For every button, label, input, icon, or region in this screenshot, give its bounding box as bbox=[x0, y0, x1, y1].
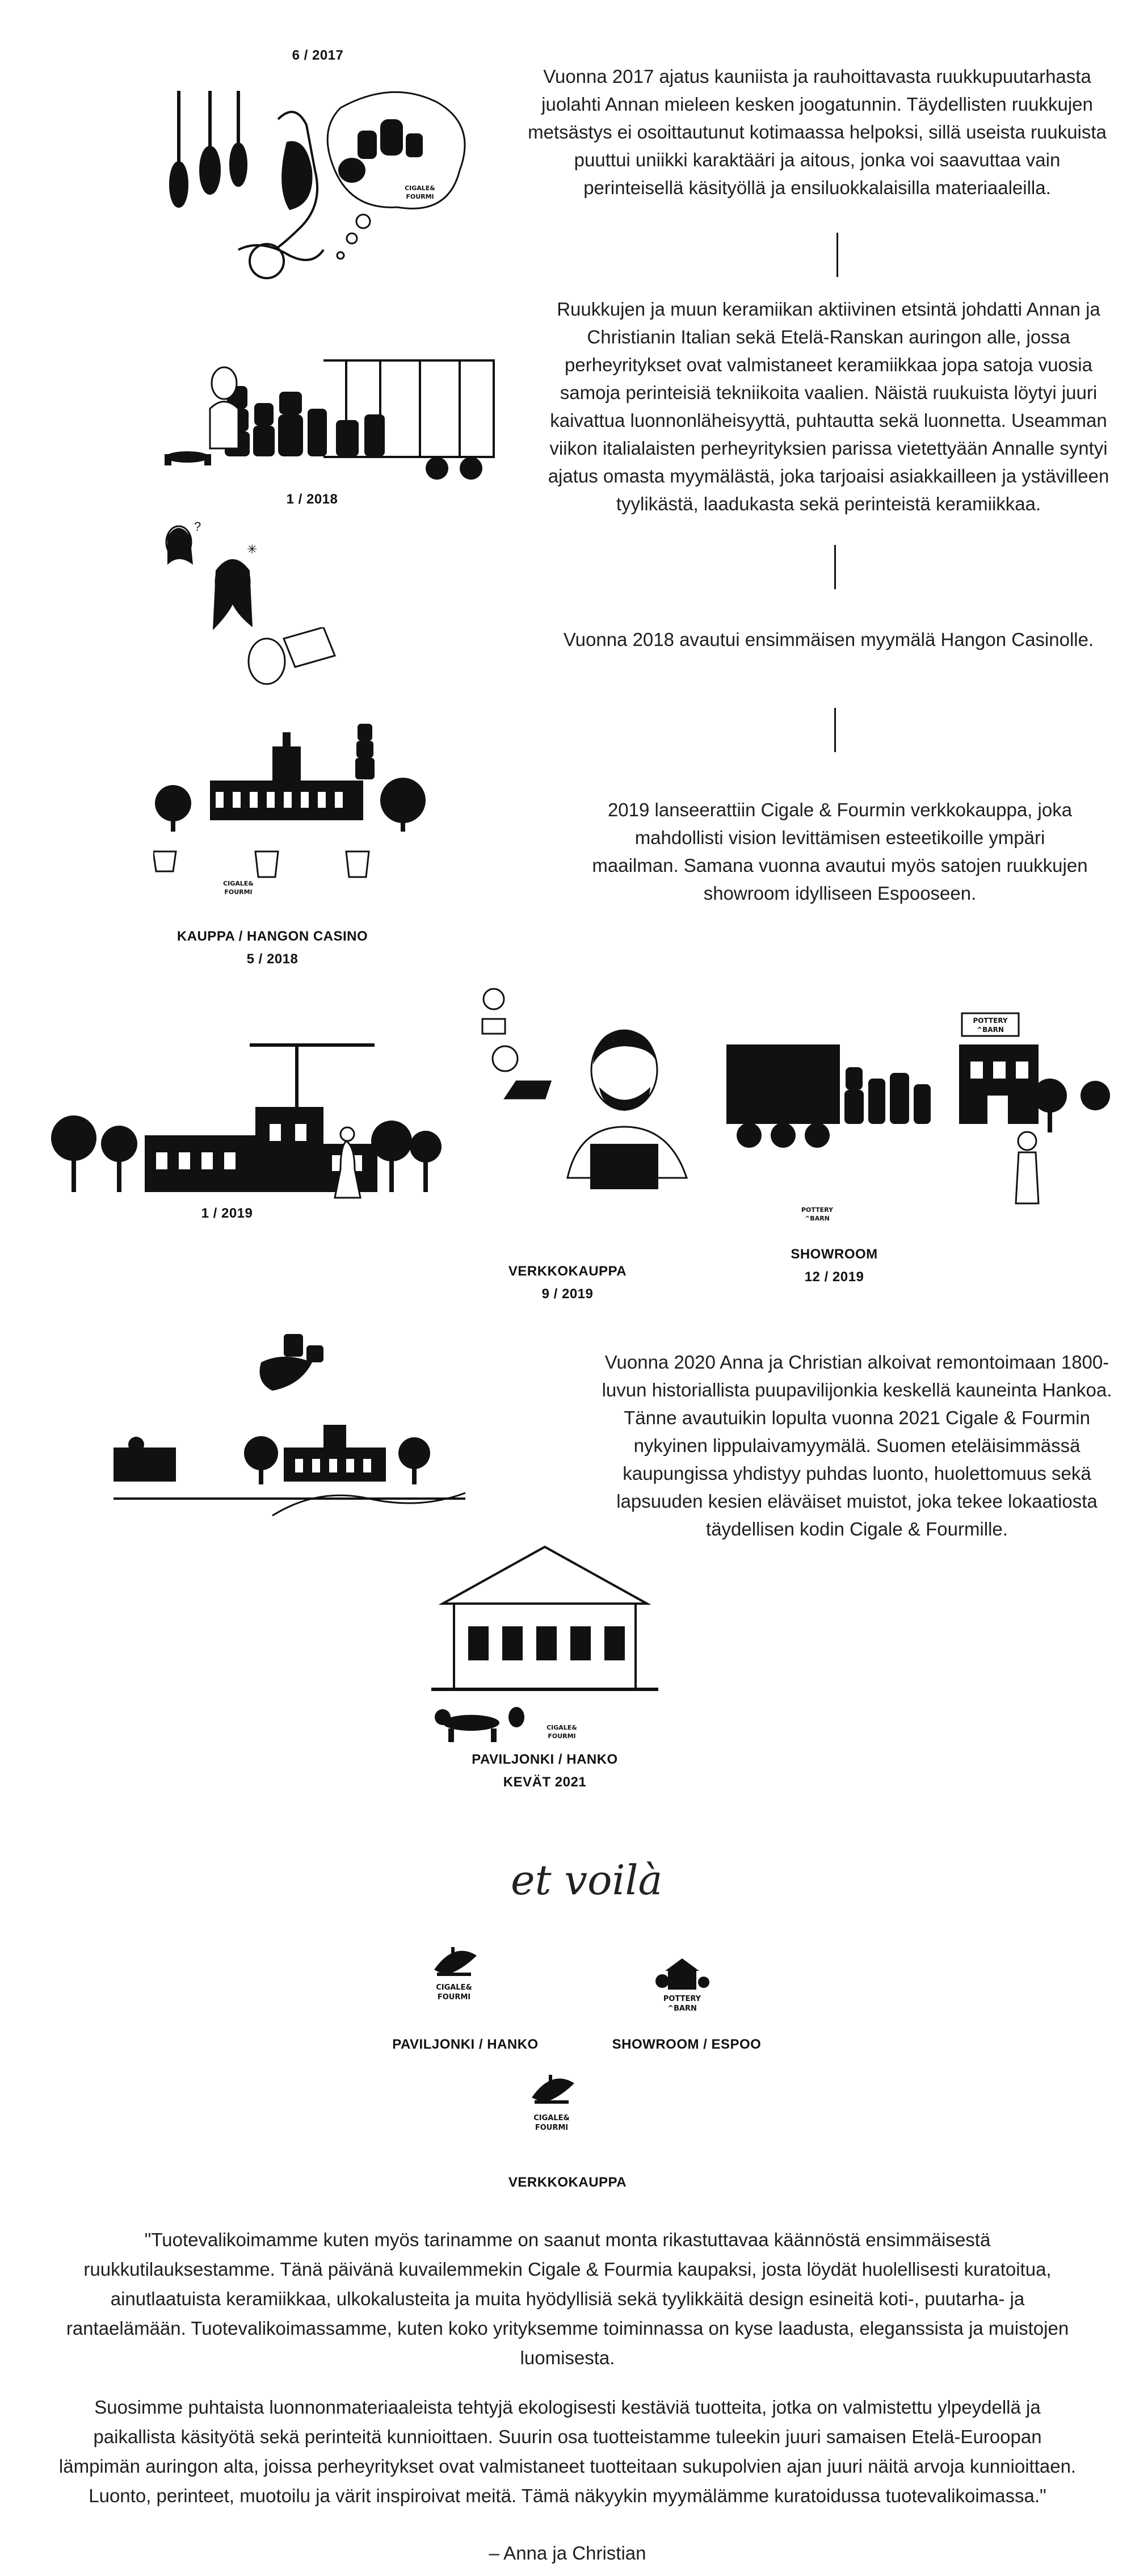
caption-casino-date: 5 / 2018 bbox=[246, 951, 299, 967]
svg-text:CIGALE&: CIGALE& bbox=[223, 880, 254, 887]
cigale-logo-icon bbox=[520, 2063, 583, 2137]
story-2018-text: Ruukkujen ja muun keramiikan aktiivinen etsintä johdatti Annan ja Christianin Italian sekä Etelä-Ranskan auringon alle, jossa perheyritykset ovat valmistaneet keramiikkaa jopa satoja vuosia samoja perinteisiä tekniikoita vaalien. Näistä ruukuista löytyi juuri kaivattua luonnonläheisyyttä, puhtautta sekä luonnetta. Useamman viikon italialaisten perheyrityksien parissa vietettyään Annalle syntyi ajatus omasta myymälästä, joka tarjoaisi asiakkailleen ja ystävilleen tyylikästä, laadukasta sekä perinteistä keramiikkaa. bbox=[548, 299, 1109, 514]
caption-hanko-date: KEVÄT 2021 bbox=[503, 1774, 587, 1790]
svg-text:POTTERY: POTTERY bbox=[801, 1206, 834, 1214]
story-2020-text: Vuonna 2020 Anna ja Christian alkoivat remontoimaan 1800-luvun historiallista puupavilijonkia keskellä kauneinta Hankoa. Tänne avautuikin lopulta vuonna 2021 Cigale & Fourmin nykyinen lippulaivamyymälä. Suomen eteläisimmässä kaupungissa yhdistyy puhdas luonto, huolettomuus sekä lapsuuden kesien eläväiset muistot, joka tekee lokaatiosta täydellisen kodin Cigale & Fourmille. bbox=[602, 1352, 1112, 1539]
location-showroom: SHOWROOM / ESPOO bbox=[612, 2037, 762, 2052]
caption-2018-jan: 1 / 2018 bbox=[286, 492, 338, 507]
laptop-illustration bbox=[465, 985, 704, 1212]
svg-text:POTTERY: POTTERY bbox=[973, 1017, 1008, 1025]
caption-hanko: PAVILJONKI / HANKO bbox=[472, 1752, 618, 1767]
svg-text:^BARN: ^BARN bbox=[805, 1215, 830, 1222]
svg-text:FOURMI: FOURMI bbox=[224, 888, 253, 896]
showroom-illustration bbox=[709, 1010, 1118, 1249]
caption-2019-jan: 1 / 2019 bbox=[201, 1206, 253, 1221]
caption-showroom-date: 12 / 2019 bbox=[804, 1269, 864, 1285]
timeline-divider bbox=[836, 233, 838, 277]
svg-text:^BARN: ^BARN bbox=[977, 1026, 1004, 1034]
quote-signature: – Anna ja Christian bbox=[489, 2543, 646, 2564]
svg-text:FOURMI: FOURMI bbox=[548, 1732, 576, 1740]
cigale-logo-icon bbox=[223, 880, 254, 896]
quote-paragraph-2: Suosimme puhtaista luonnonmateriaaleista tehtyjä ekologisesti kestäviä tuotteita, jotka on valmistettu ylpeydellä ja paikallista käsityötä sekä perinteitä kunnioittaen. Suurin osa tuotteistamme tuleekin juuri samaisen Etelä-Euroopan lämpimän auringon alta, joissa perheyritykset ovat valmistaneet tuotteitaan sukupolvien ajan juuri näitä arvoja kunnioittaen. Luonto, perinteet, muotoilu ja värit inspiroivat meitä. Tämä näkyykin myymälämme kuratoidussa tuotevalikoimassa." bbox=[58, 2397, 1077, 2506]
timeline-divider bbox=[834, 708, 836, 752]
caption-2017: 6 / 2017 bbox=[292, 48, 344, 63]
svg-text:✳: ✳ bbox=[247, 542, 258, 556]
pavilion-history-illustration bbox=[102, 1328, 477, 1521]
svg-text:^BARN: ^BARN bbox=[667, 2004, 697, 2013]
svg-text:?: ? bbox=[194, 519, 201, 534]
location-webshop: VERKKOKAUPPA bbox=[508, 2175, 627, 2190]
caption-webshop-date: 9 / 2019 bbox=[541, 1286, 594, 1302]
caption-casino: KAUPPA / HANGON CASINO bbox=[176, 929, 368, 944]
casino-illustration bbox=[153, 627, 448, 911]
svg-text:CIGALE&: CIGALE& bbox=[533, 2114, 570, 2122]
faces-illustration bbox=[153, 514, 267, 633]
timeline-divider bbox=[834, 545, 836, 589]
caption-showroom: SHOWROOM bbox=[791, 1247, 878, 1262]
story-2017-text: Vuonna 2017 ajatus kauniista ja rauhoittavasta ruukkupuutarhasta juolahti Annan mieleen kesken joogatunnin. Täydellisten ruukkujen metsästys ei osoittautunut kotimaassa helpoksi, sillä useista ruukuista puuttui uniikki karaktääri ja aitous, jonka voi saavuttaa vain perinteisellä käsityöllä ja ensiluokkalaisilla materiaaleilla. bbox=[528, 66, 1107, 198]
yoga-illustration bbox=[153, 85, 471, 290]
pavilion-hanko-illustration bbox=[409, 1535, 681, 1746]
pots-truck-illustration bbox=[153, 341, 505, 494]
svg-text:POTTERY: POTTERY bbox=[663, 1995, 701, 2003]
svg-text:FOURMI: FOURMI bbox=[406, 193, 434, 200]
pottery-barn-logo-icon bbox=[654, 1958, 711, 2015]
caption-webshop: VERKKOKAUPPA bbox=[508, 1264, 627, 1279]
svg-text:FOURMI: FOURMI bbox=[437, 1993, 471, 2002]
cigale-logo-icon bbox=[423, 1936, 485, 2004]
location-hanko: PAVILJONKI / HANKO bbox=[392, 2037, 539, 2052]
hanko-town-illustration bbox=[45, 1033, 443, 1203]
pottery-barn-logo-icon bbox=[801, 1206, 834, 1222]
story-2018-casino-text: Vuonna 2018 avautui ensimmäisen myymälä Hangon Casinolle. bbox=[563, 629, 1094, 650]
svg-text:CIGALE&: CIGALE& bbox=[405, 184, 435, 192]
quote-paragraph-1: "Tuotevalikoimamme kuten myös tarinamme on saanut monta rikastuttavaa käännöstä ensimmäisestä ruukkutilauksestamme. Tänä päivänä kuvailemmekin Cigale & Fourmia kaupaksi, josta löydät huolellisesti kuratoitua, ainutlaatuista keramiikkaa, ulkokalusteita ja muita hyödyllisiä sekä tyylikkäitä design esineitä koti-, puutarha- ja rantaelämään. Tuotevalikoimassamme, kuten koko yrityksemme toiminnassa on kyse laadusta, eleganssista ja muistojen luomisesta. bbox=[66, 2229, 1069, 2368]
story-2019-text: 2019 lanseerattiin Cigale & Fourmin verkkokauppa, joka mahdollisti vision levittämisen esteetikoille ympäri maailman. Samana vuonna avautui myös satojen ruukkujen showroom idylliseen Espooseen. bbox=[592, 799, 1088, 904]
svg-text:CIGALE&: CIGALE& bbox=[436, 1983, 472, 1992]
et-voila-script: et voilà bbox=[511, 1856, 663, 1904]
svg-text:FOURMI: FOURMI bbox=[535, 2124, 569, 2132]
cigale-logo-icon bbox=[547, 1724, 577, 1740]
svg-text:CIGALE&: CIGALE& bbox=[547, 1724, 577, 1731]
